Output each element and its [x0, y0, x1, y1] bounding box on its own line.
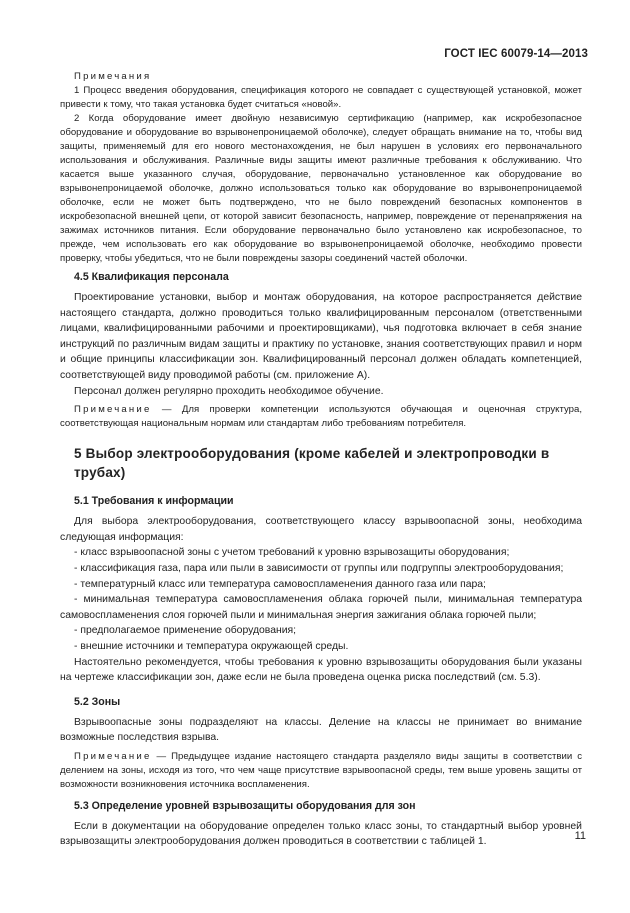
list-item: - минимальная температура самовоспламенения облака горючей пыли, минимальная температура самовоспламенения слоя горючей пыли и минимальная энергия зажигания облака горючей пыли; [60, 594, 582, 621]
notes-label: Примечания [74, 71, 152, 82]
list-item: - температурный класс или температура самовоспламенения данного газа или пара; [74, 578, 486, 590]
section-5-1-recommendation: Настоятельно рекомендуется, чтобы требования к уровню взрывозащиты оборудования были указаны на чертеже классификации зон, даже если не была проведена оценка риска последствий (см. 5.3). [60, 656, 582, 684]
page-number: 11 [574, 830, 586, 842]
note-text: — Предыдущее издание настоящего стандарта разделяло виды защиты в соответствии с делением на зоны, исходя из того, что чем чаще присутствие взрывоопасной среды, тем выше уровень защиты от возможности возникновения источника воспламенения. [60, 750, 582, 790]
section-5-2-note [60, 750, 582, 792]
section-4-5-paragraph-2: Персонал должен регулярно проходить необходимое обучение. [74, 385, 384, 397]
note-label: Примечание [74, 750, 152, 762]
section-5-3-title: 5.3 Определение уровней взрывозащиты оборудования для зон [74, 799, 416, 812]
list-item: - класс взрывоопасной зоны с учетом требований к уровню взрывозащиты оборудования; [74, 547, 510, 559]
section-5-2-paragraph-1: Взрывоопасные зоны подразделяют на классы. Деление на классы не принимает во внимание возможные последствия взрыва. [60, 716, 582, 744]
section-5-1-title: 5.1 Требования к информации [74, 495, 234, 508]
notes-top [60, 70, 582, 266]
page-body [60, 70, 582, 850]
list-item: - классификация газа, пара или пыли в зависимости от группы или подгруппы электрооборудования; [74, 562, 564, 574]
note-1: 1 Процесс введения оборудования, спецификация которого не совпадает с существующей установкой, может привести к тому, что такая установка будет считаться «новой». [60, 85, 582, 110]
list-item: - предполагаемое применение оборудования; [74, 625, 297, 637]
standard-designation: ГОСТ IEC 60079-14—2013 [444, 48, 588, 60]
section-5-2-title: 5.2 Зоны [74, 695, 121, 708]
note-label: Примечание [74, 404, 152, 416]
section-5-3-paragraph-1: Если в документации на оборудование определен только класс зоны, то стандартный выбор уровней взрывозащиты электрооборудования должен проводиться в соответствии с таблицей 1. [60, 820, 582, 848]
list-item: - внешние источники и температура окружающей среды. [74, 640, 349, 652]
section-5-1-intro: Для выбора электрооборудования, соответствующего классу взрывоопасной зоны, необходима следующая информация: [60, 516, 582, 543]
section-4-5-paragraph-1: Проектирование установки, выбор и монтаж оборудования, на которое распространяется действие настоящего стандарта, должно проводиться только квалифицированным персоналом (ответственными лицами, квалифицированными рабочими и проектировщиками), чья подготовка включает в себя знание инструкций по различным видам защиты и практику по установке, знания соответствующих правил и норм и общие принципы классификации зон. Квалифицированный персонал должен обладать компетенцией, соответствующей виду проводимой работы (см. приложение А). [60, 292, 582, 381]
section-5-title: 5 Выбор электрооборудования (кроме кабелей и электропроводки в трубах) [74, 446, 550, 481]
section-4-5-note [60, 403, 582, 431]
note-text: — Для проверки компетенции используются обучающая и оценочная структура, соответствующая национальным нормам или стандартам либо требованиям потребителя. [60, 404, 582, 430]
note-2: 2 Когда оборудование имеет двойную независимую сертификацию (например, как искробезопасное оборудование и оборудование во взрывонепроницаемой оболочке), следует обращать внимание на то, чтобы вид защиты, применяемый для его нового местонахождения, не был нарушен в условиях его первоначального использования и обслуживания. Различные виды защиты имеют различные требования к обслуживанию. Что касается выше указанного случая, оборудование, первоначально установленное как оборудование во взрывонепроницаемой оболочке, должно использоваться только как оборудование во взрывонепроницаемой оболочке, если не может быть подтверждено, что не было повреждений безопасных компонентов в искробезопасной внешней цепи, от которой зависит безопасность, например, повреждение от перенапряжения на зажимах источников питания. Если оборудование первоначально было установлено как искробезопасное, то прежде, чем использовать его как оборудование во взрывонепроницаемой оболочке, необходимо провести проверку, чтобы убедиться, что не были повреждены зазоры соединений частей оболочки. [60, 113, 582, 264]
section-4-5-title: 4.5 Квалификация персонала [74, 271, 229, 283]
